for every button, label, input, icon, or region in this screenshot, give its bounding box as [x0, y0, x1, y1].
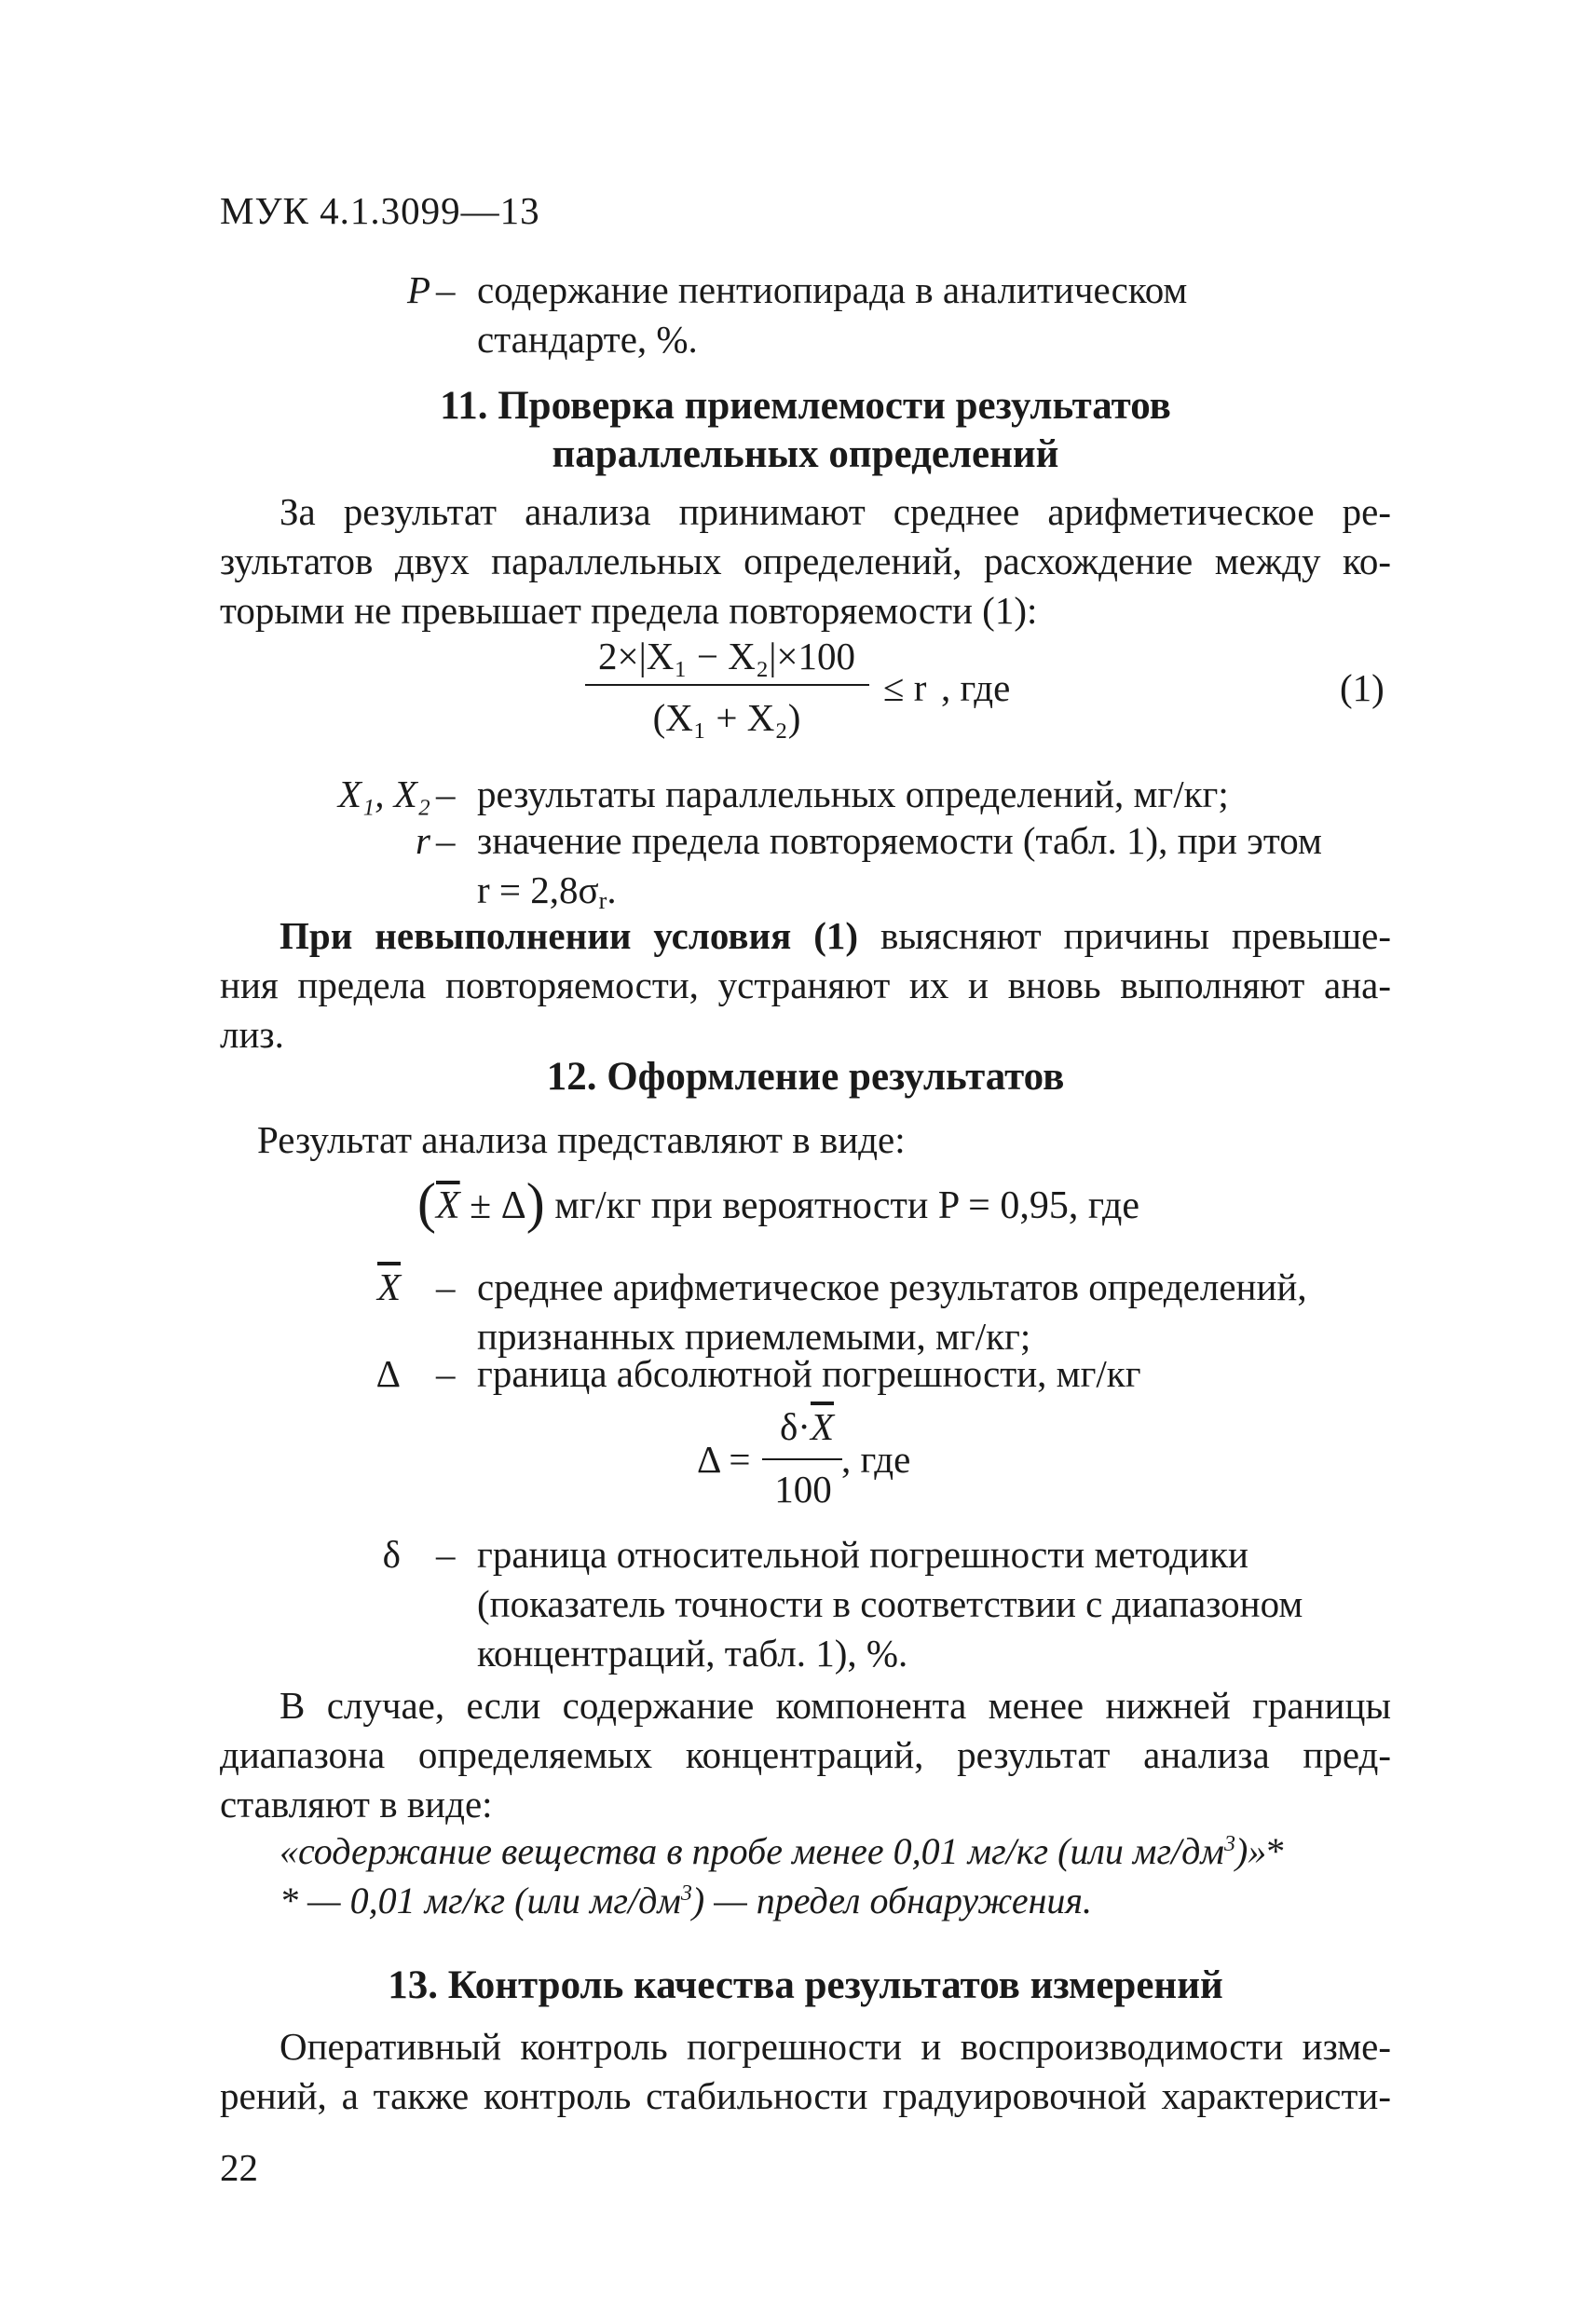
definition-symbol: P [406, 268, 430, 311]
result-x-bar: $\overline{X}$ [435, 1184, 460, 1227]
definition-text: граница абсолютной погрешности, мг/кг [477, 1352, 1141, 1395]
formula-1-number: (1) [1340, 666, 1385, 709]
page-number: 22 [220, 2146, 258, 2189]
definition-dash: – [436, 773, 456, 815]
formula-1-denominator: (X₁ + X₂) [652, 696, 801, 739]
definition-line: среднее арифметическое результатов определений, [477, 1265, 1307, 1308]
paragraph-line: лиз. [220, 1013, 284, 1056]
definition-delta [280, 1349, 1398, 1401]
heading-line: параллельных определений [552, 432, 1059, 476]
paragraph-line: ставляют в виде: [220, 1783, 493, 1826]
paragraph-line [280, 911, 1391, 961]
formula-1-numerator: 2×|X₁ − X₂|×100 [597, 635, 856, 677]
section-11-heading [220, 382, 1391, 479]
section-13-paragraph-cont [220, 2072, 1391, 2121]
paragraph-line: торыми не превышает предела повторяемости (1): [220, 589, 1038, 632]
definition-symbol: r [416, 819, 430, 862]
definition-line [477, 866, 1409, 915]
case-paragraph-cont [220, 1730, 1391, 1829]
heading-line: 11. Проверка приемлемости результатов [440, 384, 1171, 428]
definition-x1-x2 [280, 770, 1398, 821]
section-13-heading: 13. Контроль качества результатов измерений [388, 1963, 1223, 2007]
delta-formula-numerator [760, 1402, 853, 1452]
delta-formula-lhs: Δ = [697, 1438, 751, 1481]
failure-paragraph [280, 911, 1391, 961]
formula-1-relation: ≤ r [883, 666, 927, 709]
formula-1-fraction-bar [585, 684, 869, 686]
paragraph-line: рений, а также контроль стабильности градуировочной характеристи- [220, 2074, 1391, 2117]
definition-text [477, 266, 1409, 364]
quote-superscript: 3 [1223, 1832, 1235, 1856]
delta-formula-fraction-bar [762, 1458, 842, 1460]
numerator-x-bar: $\overline{X}$ [810, 1405, 835, 1448]
definition-formula-end: . [607, 868, 617, 911]
definition-text: результаты параллельных определений, мг/кг; [477, 773, 1229, 815]
definition-symbol: Δ [375, 1352, 401, 1395]
failure-paragraph-cont [220, 961, 1391, 1060]
paragraph-line: ния предела повторяемости, устраняют их и вновь выполняют ана- [220, 964, 1391, 1006]
formula-1-where: , где [941, 666, 1011, 709]
result-pm-delta: ± Δ [459, 1184, 526, 1227]
result-formula-rest: мг/кг при вероятности P = 0,95, где [544, 1184, 1139, 1227]
definition-line: граница относительной погрешности методики [477, 1533, 1248, 1576]
definition-line: содержание пентиопирада в аналитическом [477, 268, 1188, 311]
failure-rest: выясняют причины превыше- [858, 914, 1391, 957]
section-12-heading: 12. Оформление результатов [546, 1055, 1065, 1099]
result-paren-open: ( [417, 1172, 436, 1234]
definition-line: значение предела повторяемости (табл. 1), при этом [477, 819, 1322, 862]
delta-formula-denominator: 100 [774, 1468, 832, 1511]
definition-dash: – [436, 1533, 456, 1576]
quote-text-end: )» [1235, 1830, 1267, 1872]
footnote-line [280, 1876, 1092, 1925]
quote-line [280, 1826, 1285, 1876]
paragraph-line: В случае, если содержание компонента менее нижней границы [280, 1684, 1391, 1727]
definition-dash: – [436, 819, 456, 862]
delta-formula-where: , где [841, 1438, 911, 1481]
section-11-paragraph-cont [220, 537, 1391, 636]
definition-line: стандарте, %. [477, 318, 698, 361]
paragraph-line: За результат анализа принимают среднее арифметическое ре- [280, 490, 1391, 533]
definition-line: концентраций, табл. 1), %. [477, 1632, 908, 1675]
footnote-text-end: ) — предел обнаружения. [691, 1880, 1093, 1921]
definition-dash: – [436, 1265, 456, 1308]
section-11-paragraph [280, 487, 1391, 537]
definition-text [477, 816, 1409, 915]
definition-r [280, 816, 1398, 919]
section-13-paragraph [280, 2022, 1391, 2072]
paragraph-line: зультатов двух параллельных определений, расхождение между ко- [220, 540, 1391, 582]
definition-p [280, 266, 1398, 368]
definition-small-delta [280, 1530, 1398, 1684]
definition-line: признанных приемлемыми, мг/кг; [477, 1315, 1031, 1358]
definition-formula-subscript: r [598, 887, 607, 914]
definition-text [477, 1530, 1409, 1678]
definition-symbol: $\overline{X}$ [376, 1265, 401, 1308]
paragraph-line: Оперативный контроль погрешности и воспроизводимости изме- [280, 2025, 1391, 2068]
case-paragraph [280, 1681, 1391, 1730]
quote-asterisk: * [1266, 1830, 1286, 1872]
definition-symbol: δ [382, 1533, 401, 1576]
definition-text [477, 1263, 1409, 1361]
failure-bold: При невыполнении условия (1) [280, 914, 859, 957]
definition-symbol: X₁, X₂ [337, 773, 430, 815]
quote-text: «содержание вещества в пробе менее 0,01 мг/кг (или мг/дм [280, 1830, 1224, 1872]
paragraph-line: диапазона определяемых концентраций, результат анализа пред- [220, 1733, 1391, 1776]
definition-dash: – [436, 1352, 456, 1395]
definition-line: (показатель точности в соответствии с диапазоном [477, 1582, 1303, 1625]
result-formula [417, 1172, 1139, 1234]
result-paren-close: ) [525, 1172, 545, 1234]
running-head: МУК 4.1.3099—13 [220, 189, 540, 232]
numerator-delta: δ· [779, 1405, 811, 1448]
footnote-superscript: 3 [680, 1881, 692, 1906]
section-12-intro: Результат анализа представляют в виде: [257, 1118, 906, 1161]
definition-dash: – [436, 268, 456, 311]
definition-formula: r = 2,8σ [477, 868, 599, 911]
footnote-text: * — 0,01 мг/кг (или мг/дм [280, 1880, 681, 1921]
